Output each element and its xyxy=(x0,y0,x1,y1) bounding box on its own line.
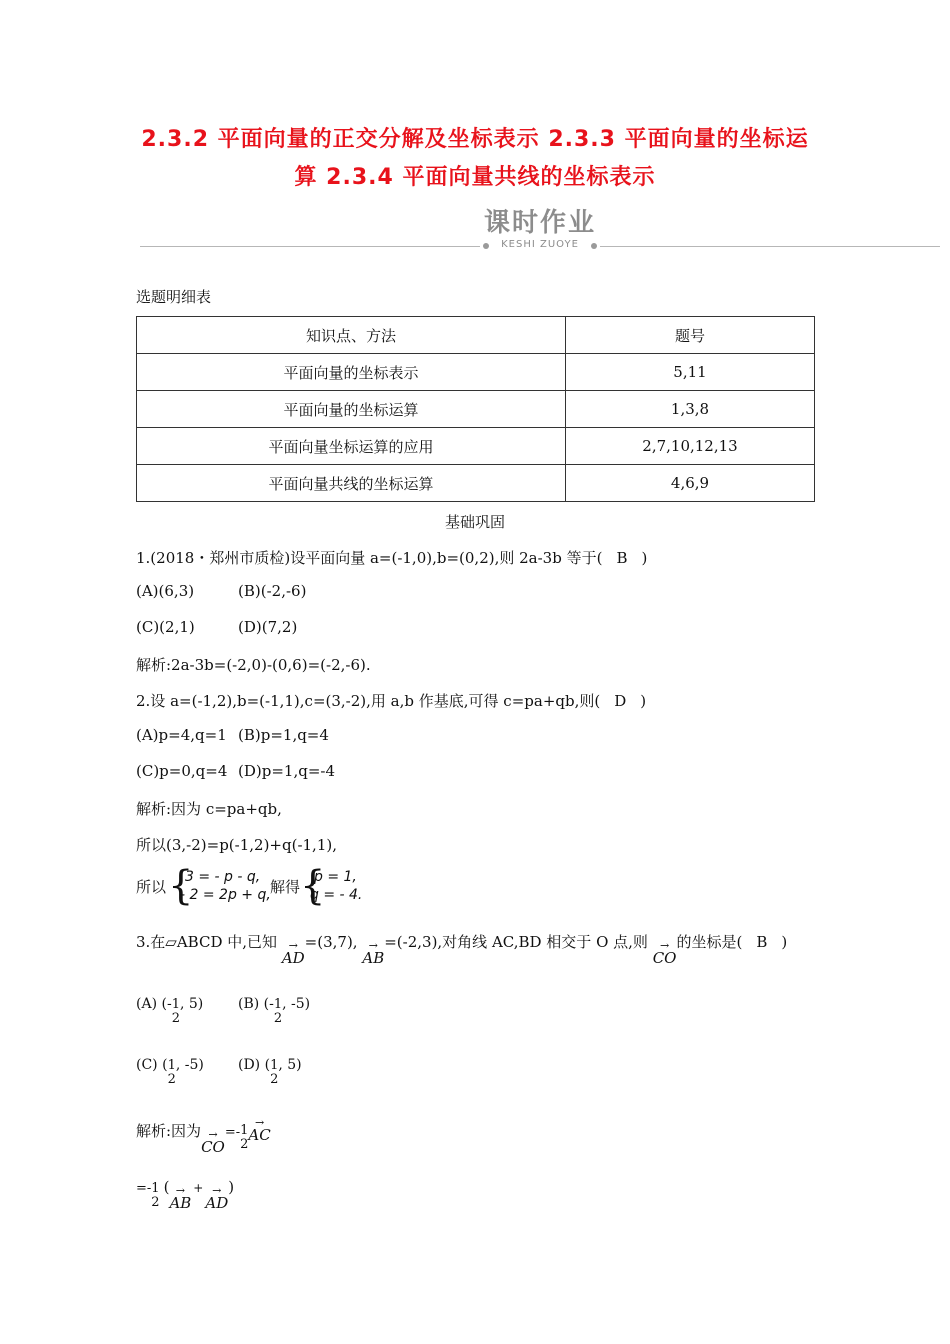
system-2-line-2: q = - 4. xyxy=(310,887,363,903)
question-1-option-d: (D)(7,2) xyxy=(238,618,298,636)
vector-label: AC xyxy=(248,1126,271,1144)
option-c-suffix: , -5) xyxy=(175,1057,204,1073)
fraction-denominator: 2 xyxy=(270,1072,279,1087)
question-3-text-b: =(3,7), xyxy=(304,933,358,951)
fraction-numerator: 1 xyxy=(151,1181,160,1196)
fraction-numerator: 1 xyxy=(273,997,283,1012)
left-brace-icon: { xyxy=(168,863,194,909)
fraction-half xyxy=(274,998,282,1026)
vector-arrow-icon: → xyxy=(175,1184,185,1197)
option-b-prefix: (B) (- xyxy=(238,996,274,1012)
vector-arrow-icon: → xyxy=(659,939,670,952)
vector-label: AB xyxy=(169,1194,192,1212)
question-3-option-c xyxy=(136,1057,204,1087)
header-topic: 知识点、方法 xyxy=(137,317,566,354)
system-1-line-1: 3 = - p - q, xyxy=(185,869,261,885)
vector-arrow-icon: → xyxy=(212,1184,222,1197)
question-3-option-d xyxy=(238,1057,302,1087)
fraction-numerator: 1 xyxy=(240,1123,249,1138)
vector-label: CO xyxy=(201,1138,225,1156)
fraction-numerator: 1 xyxy=(171,997,180,1012)
question-3-text-a: 3.在▱ABCD 中,已知 xyxy=(136,933,278,951)
question-1-answer: B xyxy=(616,549,628,567)
question-3-solution-2 xyxy=(136,1178,234,1211)
table-row xyxy=(137,354,815,391)
question-1-option-c: (C)(2,1) xyxy=(136,618,195,636)
header-question-no: 题号 xyxy=(566,317,815,354)
fraction-denominator: 2 xyxy=(240,1137,249,1152)
fraction-half xyxy=(168,1059,176,1087)
banner-title: 课时作业 xyxy=(483,208,596,238)
title-line-1: 2.3.2 平面向量的正交分解及坐标表示 2.3.3 平面向量的坐标运 xyxy=(141,127,809,152)
option-c-prefix: (C) ( xyxy=(136,1057,168,1073)
table-row xyxy=(137,391,815,428)
vector-label: AB xyxy=(362,949,385,967)
question-1-option-b: (B)(-2,-6) xyxy=(238,582,307,600)
table-cell-topic: 平面向量的坐标表示 xyxy=(137,354,566,391)
system-2-line-1: p = 1, xyxy=(314,869,357,885)
vector-co xyxy=(653,941,677,966)
question-2-option-d: (D)p=1,q=-4 xyxy=(238,762,335,780)
question-3-solution-1 xyxy=(136,1118,271,1155)
solution-equals: =- xyxy=(224,1125,241,1140)
option-d-suffix: , 5) xyxy=(278,1057,302,1073)
vector-ab xyxy=(362,941,384,966)
question-1-option-a: (A)(6,3) xyxy=(136,582,195,600)
system-1-line-2: - 2 = 2p + q, xyxy=(180,887,271,903)
question-1-close: ) xyxy=(641,549,648,567)
question-3-text-c: =(-2,3),对角线 AC,BD 相交于 O 点,则 xyxy=(384,933,648,951)
vector-ab xyxy=(169,1186,191,1211)
table-cell-numbers: 2,7,10,12,13 xyxy=(566,428,815,465)
vector-co xyxy=(201,1130,225,1155)
fraction-half xyxy=(151,1182,159,1210)
fraction-numerator: 1 xyxy=(167,1058,176,1073)
table-cell-topic: 平面向量的坐标运算 xyxy=(137,391,566,428)
vector-arrow-icon: → xyxy=(368,939,378,952)
plus-sign: + xyxy=(193,1181,204,1195)
table-cell-topic: 平面向量共线的坐标运算 xyxy=(137,465,566,502)
fraction-half xyxy=(172,998,180,1026)
table-caption: 选题明细表 xyxy=(136,288,212,306)
vector-ac xyxy=(248,1118,270,1143)
question-3-stem xyxy=(136,933,787,966)
question-2-option-c: (C)p=0,q=4 xyxy=(136,762,228,780)
question-1-solution: 解析:2a-3b=(-2,0)-(0,6)=(-2,-6). xyxy=(136,656,371,674)
table-header-row xyxy=(137,317,815,354)
title-line-2: 算 2.3.4 平面向量共线的坐标表示 xyxy=(294,165,656,190)
table-cell-numbers: 5,11 xyxy=(566,354,815,391)
banner-divider-right xyxy=(600,246,940,247)
question-2-solve-label: 解得 xyxy=(270,878,301,896)
question-2-close: ) xyxy=(640,692,647,710)
option-b-suffix: , -5) xyxy=(282,996,311,1012)
fraction-denominator: 2 xyxy=(273,1011,283,1026)
fraction-denominator: 2 xyxy=(151,1195,160,1210)
option-a-suffix: , 5) xyxy=(179,996,204,1012)
question-2-text: 2.设 a=(-1,2),b=(-1,1),c=(3,-2),用 a,b 作基底,可得 c=pa+qb,则( xyxy=(136,692,601,710)
homework-banner xyxy=(140,200,940,260)
left-brace-icon: { xyxy=(300,863,326,909)
option-d-prefix: (D) ( xyxy=(238,1057,271,1073)
right-paren: ) xyxy=(228,1178,235,1196)
vector-arrow-icon: → xyxy=(254,1116,265,1129)
banner-dot-right xyxy=(591,243,597,249)
vector-label: CO xyxy=(652,949,677,967)
question-2-stem xyxy=(136,690,646,711)
table-cell-numbers: 4,6,9 xyxy=(566,465,815,502)
vector-ad xyxy=(282,941,305,966)
section-heading: 基础巩固 xyxy=(444,513,505,531)
vector-label: AD xyxy=(281,949,305,967)
question-2-option-a: (A)p=4,q=1 xyxy=(136,726,227,744)
vector-ad xyxy=(205,1186,228,1211)
question-3-answer: B xyxy=(756,933,768,951)
question-3-close: ) xyxy=(781,933,788,951)
left-paren: ( xyxy=(163,1178,170,1196)
question-1-stem xyxy=(136,547,647,568)
topic-table xyxy=(136,316,815,502)
option-a-prefix: (A) (- xyxy=(136,996,172,1012)
table-cell-numbers: 1,3,8 xyxy=(566,391,815,428)
question-3-text-d: 的坐标是( xyxy=(676,933,743,951)
question-2-solution-3-prefix: 所以 xyxy=(136,878,167,896)
banner-subtitle: KESHI ZUOYE xyxy=(501,239,579,250)
table-row xyxy=(137,428,815,465)
fraction-denominator: 2 xyxy=(167,1072,176,1087)
solution-prefix: 解析:因为 xyxy=(136,1122,202,1140)
question-3-option-b xyxy=(238,996,310,1026)
fraction-numerator: 1 xyxy=(270,1058,279,1073)
question-2-solution-2: 所以(3,-2)=p(-1,2)+q(-1,1), xyxy=(136,836,337,854)
fraction-denominator: 2 xyxy=(171,1011,180,1026)
table-cell-topic: 平面向量坐标运算的应用 xyxy=(137,428,566,465)
question-3-option-a xyxy=(136,996,203,1026)
question-1-text: 1.(2018・郑州市质检)设平面向量 a=(-1,0),b=(0,2),则 2a-3b 等于( xyxy=(136,549,603,567)
table-row xyxy=(137,465,815,502)
question-2-answer: D xyxy=(614,692,627,710)
vector-label: AD xyxy=(205,1194,229,1212)
question-2-solution-1: 解析:因为 c=pa+qb, xyxy=(136,800,282,818)
vector-arrow-icon: → xyxy=(208,1128,218,1141)
question-2-option-b: (B)p=1,q=4 xyxy=(238,726,329,744)
solution-equals: =- xyxy=(136,1181,152,1196)
vector-arrow-icon: → xyxy=(288,939,298,952)
